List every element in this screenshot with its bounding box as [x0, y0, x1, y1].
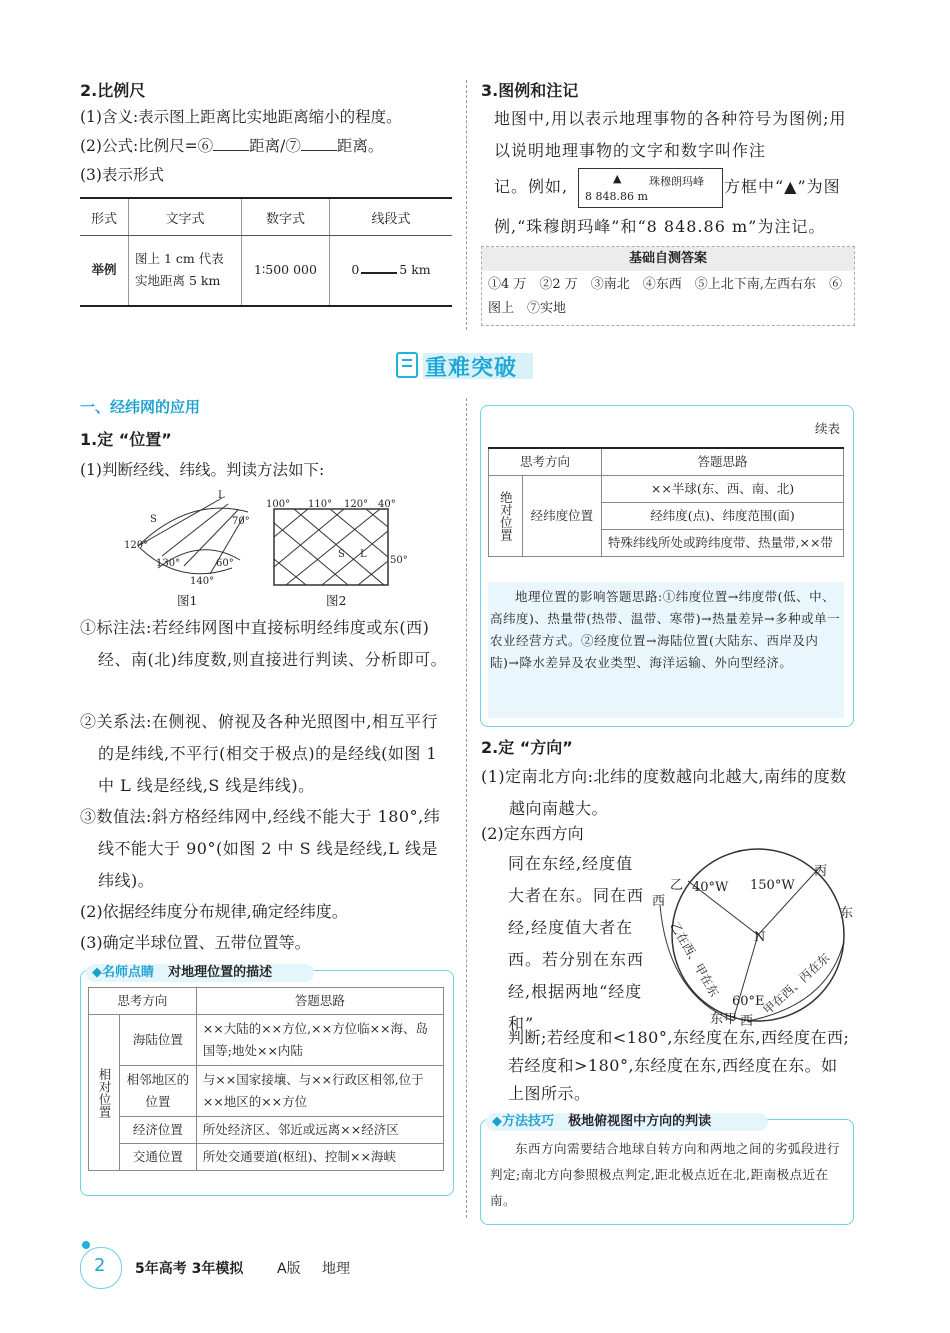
scale-table — [80, 197, 452, 307]
scale-formula: (2)公式:比例尺=⑥ 距离/⑦ 距离。 — [80, 137, 384, 155]
arc-label-1: 乙在西、甲在东 — [667, 919, 722, 1000]
label-jia: 甲 — [724, 1012, 738, 1027]
influence-note: 地理位置的影响答题思路:①纬度位置→纬度带(低、中、高纬度)、热量带(热带、温带、寒带)→热量差异→多种或单一农业经营方式。②经度位置→海陆位置(大陆东、西岸及内陆)→降水差异及农业类型、海洋运输、外向型经济。 — [490, 589, 841, 670]
book-subject: 地理 — [322, 1261, 350, 1277]
row-key: 经济位置 — [120, 1117, 197, 1144]
row-value: 所处经济区、邻近或远离××经济区 — [196, 1117, 443, 1144]
row-value: 与××国家接壤、与××行政区相邻,位于××地区的××方位 — [196, 1066, 443, 1117]
row-value: 经纬度(点)、纬度范围(面) — [602, 503, 844, 530]
continued-label: 续表 — [815, 421, 841, 436]
page-number: 2 — [94, 1255, 106, 1276]
group-relative: 相对位置 — [89, 1015, 120, 1171]
arc-label-2: 甲在西、丙在东 — [760, 950, 833, 1018]
line-form: 0 5 km — [330, 236, 453, 306]
scale-meaning: (1)含义:表示图上距离比实地距离缩小的程度。 — [80, 108, 402, 126]
method-tip-tag: ◆方法技巧 极地俯视图中方向的判读 — [486, 1113, 768, 1131]
legend-example-box: ▲ 珠穆朗玛峰 8 848.86 m — [578, 168, 723, 208]
method-3: ③数值法:斜方格经纬网中,经线不能大于 180°,纬线不能大于 90°(如图 2 中 S 线是经线,L 线是纬线)。 — [80, 807, 441, 890]
fig2-label-110: 110° — [308, 499, 333, 510]
legend-heading: 3.图例和注记 — [481, 81, 579, 100]
figure-1 — [120, 486, 260, 590]
column-divider — [466, 80, 467, 330]
fig2-label-40: 40° — [378, 499, 396, 510]
fig1-label-120: 120° — [124, 540, 149, 551]
method-tip-text: 东西方向需要结合地球自转方向和两地之间的劣弧段进行判定;南北方向参照极点判定,距北极点近在北,距南极点近在南。 — [490, 1141, 841, 1208]
th-line: 线段式 — [330, 198, 453, 236]
fig2-label-L: L — [360, 549, 367, 560]
th-direction: 思考方向 — [489, 448, 602, 476]
fig1-label-140: 140° — [190, 576, 215, 587]
sub-label: 经纬度位置 — [522, 476, 601, 557]
north-south-rule: (1)定南北方向:北纬的度数越向北越大,南纬的度数越向南越大。 — [481, 767, 847, 818]
book-icon — [393, 349, 423, 381]
fig1-label-S: S — [150, 514, 157, 525]
scale-heading: 2.比例尺 — [80, 81, 146, 100]
th-direction: 思考方向 — [89, 988, 197, 1015]
legend-para3: 例,“珠穆朗玛峰”和“8 848.86 m”为注记。 — [494, 217, 826, 236]
answers-title: 基础自测答案 — [482, 247, 854, 271]
label-east: 东 — [840, 906, 854, 921]
method-1: ①标注法:若经纬网图中直接标明经纬度或东(西)经、南(北)纬度数,则直接进行判读、分析即可。 — [80, 618, 448, 669]
th-approach: 答题思路 — [602, 448, 844, 476]
direction-heading: 2.定 “方向” — [481, 738, 573, 757]
section-title: 重难突破 — [425, 356, 518, 381]
row-value: ××大陆的××方位,××方位临××海、岛国等;地处××内陆 — [196, 1015, 443, 1066]
row-key: 相邻地区的位置 — [120, 1066, 197, 1117]
scale-forms: (3)表示形式 — [80, 166, 164, 184]
label-150w: 150°W — [750, 878, 795, 893]
east-west-text-2: 判断;若经度和<180°,东经度在东,西经度在西;若经度和>180°,东经度在东,西经度在东。如上图所示。 — [508, 1028, 850, 1103]
fig1-label-130: 130° — [156, 558, 181, 569]
row-key: 交通位置 — [120, 1144, 197, 1171]
book-edition: A版 — [277, 1261, 301, 1277]
fig1-label-L: L — [218, 490, 225, 501]
east-west-text: 同在东经,经度值大者在东。同在西经,经度值大者在西。若分别在东西经,根据两地“经度和” — [508, 854, 645, 1033]
group-absolute: 绝对位置 — [489, 476, 523, 557]
th-number: 数字式 — [242, 198, 330, 236]
figure-2 — [264, 497, 414, 589]
label-40w: 40°W — [692, 880, 729, 895]
fig2-label-120: 120° — [344, 499, 369, 510]
polar-diagram — [648, 845, 858, 1027]
row-key: 海陆位置 — [120, 1015, 197, 1066]
row-value: 所处交通要道(枢纽)、控制××海峡 — [196, 1144, 443, 1171]
answers-box — [481, 246, 855, 326]
book-title: 5年高考 3年模拟 — [135, 1261, 244, 1277]
method-2: ②关系法:在侧视、俯视及各种光照图中,相互平行的是纬线,不平行(相交于极点)的是经线(如图 1 中 L 线是经线,S 线是纬线)。 — [80, 712, 438, 795]
label-west: 西 — [652, 894, 666, 909]
label-east-2: 东 — [710, 1012, 724, 1027]
label-west-2: 西 — [740, 1014, 754, 1027]
th-form: 形式 — [80, 198, 129, 236]
fig2-caption: 图2 — [326, 593, 347, 608]
legend-para2: 记。例如, — [494, 177, 569, 196]
fig2-label-100: 100° — [266, 499, 291, 510]
row-value: ××半球(东、西、南、北) — [602, 476, 844, 503]
sub-heading-1: 一、经纬网的应用 — [80, 398, 201, 416]
legend-para1: 地图中,用以表示地理事物的各种符号为图例;用以说明地理事物的文字和数字叫作注 — [494, 109, 847, 160]
fig2-label-50: 50° — [390, 555, 408, 566]
answers-text: ①4 万 ②2 万 ③南北 ④东西 ⑤上北下南,左西右东 ⑥图上 ⑦实地 — [488, 277, 842, 316]
row-value: 特殊纬线所处或跨纬度带、热量带,××带 — [602, 530, 844, 557]
absolute-position-table — [488, 447, 844, 557]
fig2-label-S: S — [338, 549, 345, 560]
column-divider-2 — [466, 398, 467, 1218]
fig1-label-60: 60° — [216, 558, 234, 569]
text-form: 图上 1 cm 代表实地距离 5 km — [129, 236, 242, 306]
position-heading: 1.定 “位置” — [80, 430, 172, 449]
label-bing: 丙 — [814, 864, 828, 879]
step-3: (3)确定半球位置、五带位置等。 — [80, 933, 311, 952]
legend-para2-end: 方框中“▲”为图 — [724, 177, 841, 196]
fig1-caption: 图1 — [177, 593, 198, 608]
judge-lines: (1)判断经线、纬线。判读方法如下: — [80, 461, 325, 479]
number-form: 1∶500 000 — [242, 236, 330, 306]
th-text: 文字式 — [129, 198, 242, 236]
east-west-heading: (2)定东西方向 — [481, 824, 584, 843]
section-banner — [393, 349, 539, 383]
teacher-tip-tag: ◆名师点睛 对地理位置的描述 — [86, 964, 314, 982]
label-north-pole: N — [754, 930, 766, 945]
row-label: 举例 — [91, 262, 117, 278]
fig1-label-70: 70° — [232, 516, 250, 527]
relative-position-table — [88, 987, 444, 1171]
label-yi: 乙 — [670, 878, 684, 893]
th-approach: 答题思路 — [196, 988, 443, 1015]
label-60e: 60°E — [732, 994, 765, 1009]
step-2: (2)依据经纬度分布规律,确定经纬度。 — [80, 902, 348, 921]
